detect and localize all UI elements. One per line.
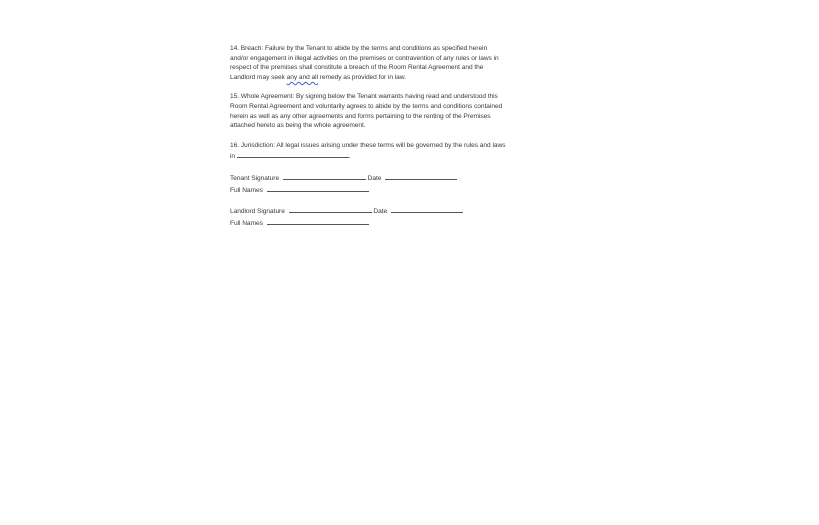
tenant-full-names-line[interactable] xyxy=(267,184,369,192)
clause-14-line-1: 14. Breach: Failure by the Tenant to abide by the terms and conditions as specified herein xyxy=(230,45,488,52)
tenant-signature-row xyxy=(230,172,545,184)
clause-14-line-2: and/or engagement in illegal activities on the premises or contravention of any rules or laws in xyxy=(230,54,499,62)
clause-14-line-4-start: Landlord may seek xyxy=(230,73,287,81)
clause-16-line-2 xyxy=(230,150,545,162)
grammar-flagged-phrase[interactable]: any and all xyxy=(286,73,318,81)
clause-15-line-4: attached hereto as being the whole agreement. xyxy=(230,122,366,130)
clause-15-line-1: 15. Whole Agreement: By signing below the Tenant warrants having read and understood this xyxy=(230,93,498,101)
landlord-signature-label: Landlord Signature xyxy=(230,208,285,216)
tenant-signature-block xyxy=(230,172,545,195)
tenant-date-label: Date xyxy=(367,174,382,182)
clause-14-breach xyxy=(230,44,545,82)
tenant-signature-line[interactable] xyxy=(283,172,366,180)
clause-15-line-2: Room Rental Agreement and voluntarily agrees to abide by the terms and conditions contained xyxy=(230,102,503,110)
clause-16-in-label: in xyxy=(230,153,236,161)
jurisdiction-blank[interactable] xyxy=(237,150,351,161)
landlord-signature-line[interactable] xyxy=(289,205,372,213)
clause-14-line-4-end: remedy as provided for in law. xyxy=(318,73,406,81)
clause-15-whole-agreement xyxy=(230,92,545,130)
clause-16-jurisdiction xyxy=(230,141,545,162)
landlord-date-label: Date xyxy=(373,208,388,216)
landlord-signature-row xyxy=(230,205,545,217)
document-page xyxy=(230,44,545,238)
tenant-full-names-label: Full Names xyxy=(230,186,263,194)
clause-15-line-3: herein as well as any other agreements and forms pertaining to the renting of the Premises xyxy=(230,112,491,120)
landlord-date-line[interactable] xyxy=(391,205,463,213)
clause-16-period: . xyxy=(349,153,351,161)
landlord-full-names-label: Full Names xyxy=(230,219,263,227)
tenant-signature-label: Tenant Signature xyxy=(230,174,280,182)
landlord-full-names-line[interactable] xyxy=(267,217,369,225)
clause-16-line-1: 16. Jurisdiction: All legal issues arising under these terms will be governed by the rules and laws xyxy=(230,141,506,149)
tenant-date-line[interactable] xyxy=(385,172,457,180)
clause-14-line-3: respect of the premises shall constitute a breach of the Room Rental Agreement and the xyxy=(230,64,484,72)
landlord-full-names-row xyxy=(230,217,545,229)
tenant-full-names-row xyxy=(230,184,545,196)
clause-14-line-4 xyxy=(230,73,545,83)
landlord-signature-block xyxy=(230,205,545,228)
